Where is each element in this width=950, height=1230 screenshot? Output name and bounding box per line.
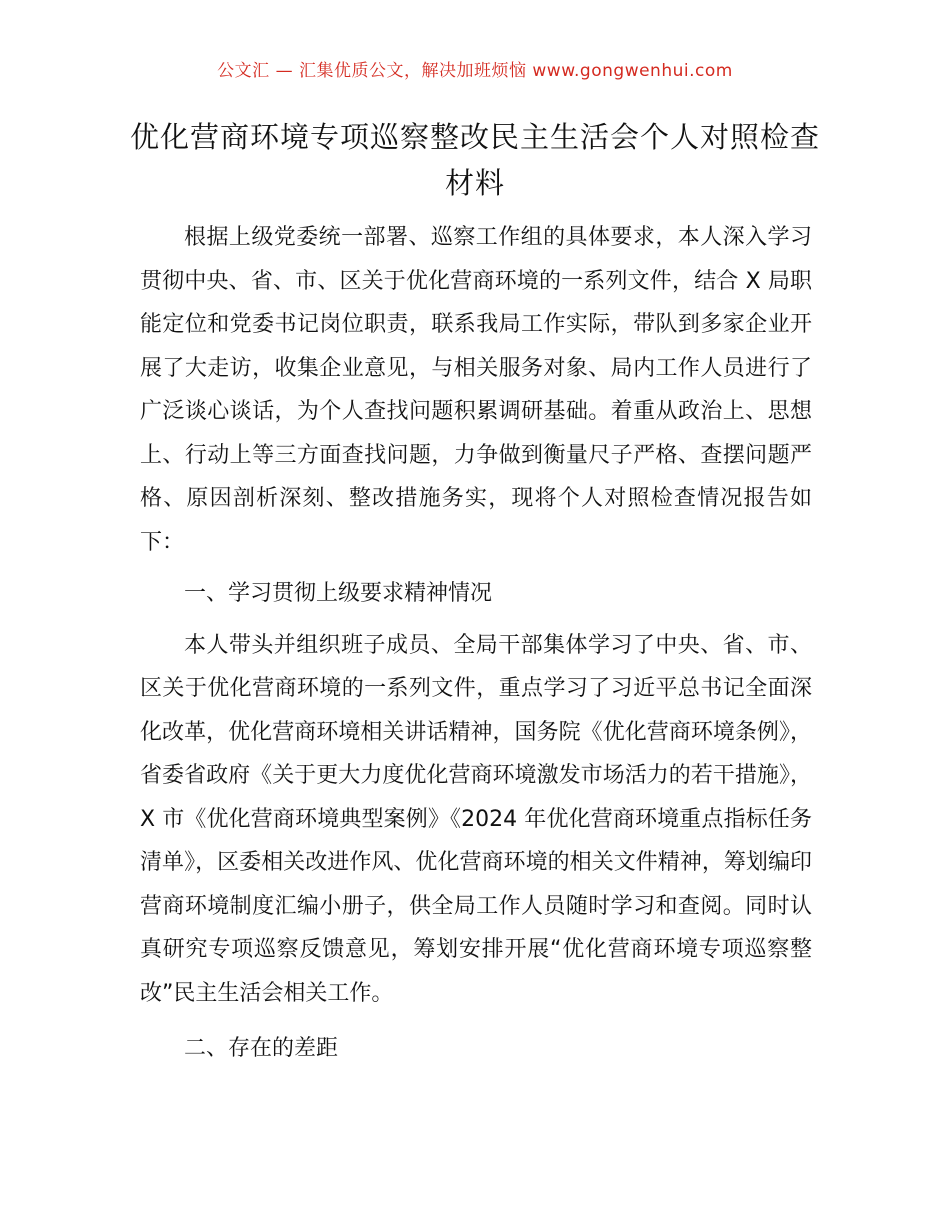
section-heading-2: 二、存在的差距 — [184, 1036, 339, 1061]
site-header-banner: 公文汇 — 汇集优质公文，解决加班烦恼 www.gongwenhui.com — [217, 61, 733, 81]
document-body — [140, 216, 812, 1071]
intro-paragraph: 根据上级党委统一部署、巡察工作组的具体要求，本人深入学习贯彻中央、省、市、区关于优化营商环境的一系列文件，结合 X 局职能定位和党委书记岗位职责，联系我局工作实际，带队到多家企业开展了大走访，收集企业意见，与相关服务对象、局内工作人员进行了广泛谈心谈话，为个人查找问题积累调研基础。着重从政治上、思想上、行动上等三方面查找问题，力争做到衡量尺子严格、查摆问题严格、原因剖析深刻、整改措施务实，现将个人对照检查情况报告如下： — [140, 225, 812, 555]
section-1-paragraph: 本人带头并组织班子成员、全局干部集体学习了中央、省、市、区关于优化营商环境的一系列文件，重点学习了习近平总书记全面深化改革，优化营商环境相关讲话精神，国务院《优化营商环境条例》，省委省政府《关于更大力度优化营商环境激发市场活力的若干措施》，X 市《优化营商环境典型案例》《2024 年优化营商环境重点指标任务清单》，区委相关改进作风、优化营商环境的相关文件精神，筹划编印营商环境制度汇编小册子，供全局工作人员随时学习和查阅。同时认真研究专项巡察反馈意见，筹划安排开展“优化营商环境专项巡察整改”民主生活会相关工作。 — [140, 632, 812, 1006]
section-heading-1: 一、学习贯彻上级要求精神情况 — [184, 581, 493, 606]
document-title: 优化营商环境专项巡察整改民主生活会个人对照检查材料 — [130, 120, 821, 200]
